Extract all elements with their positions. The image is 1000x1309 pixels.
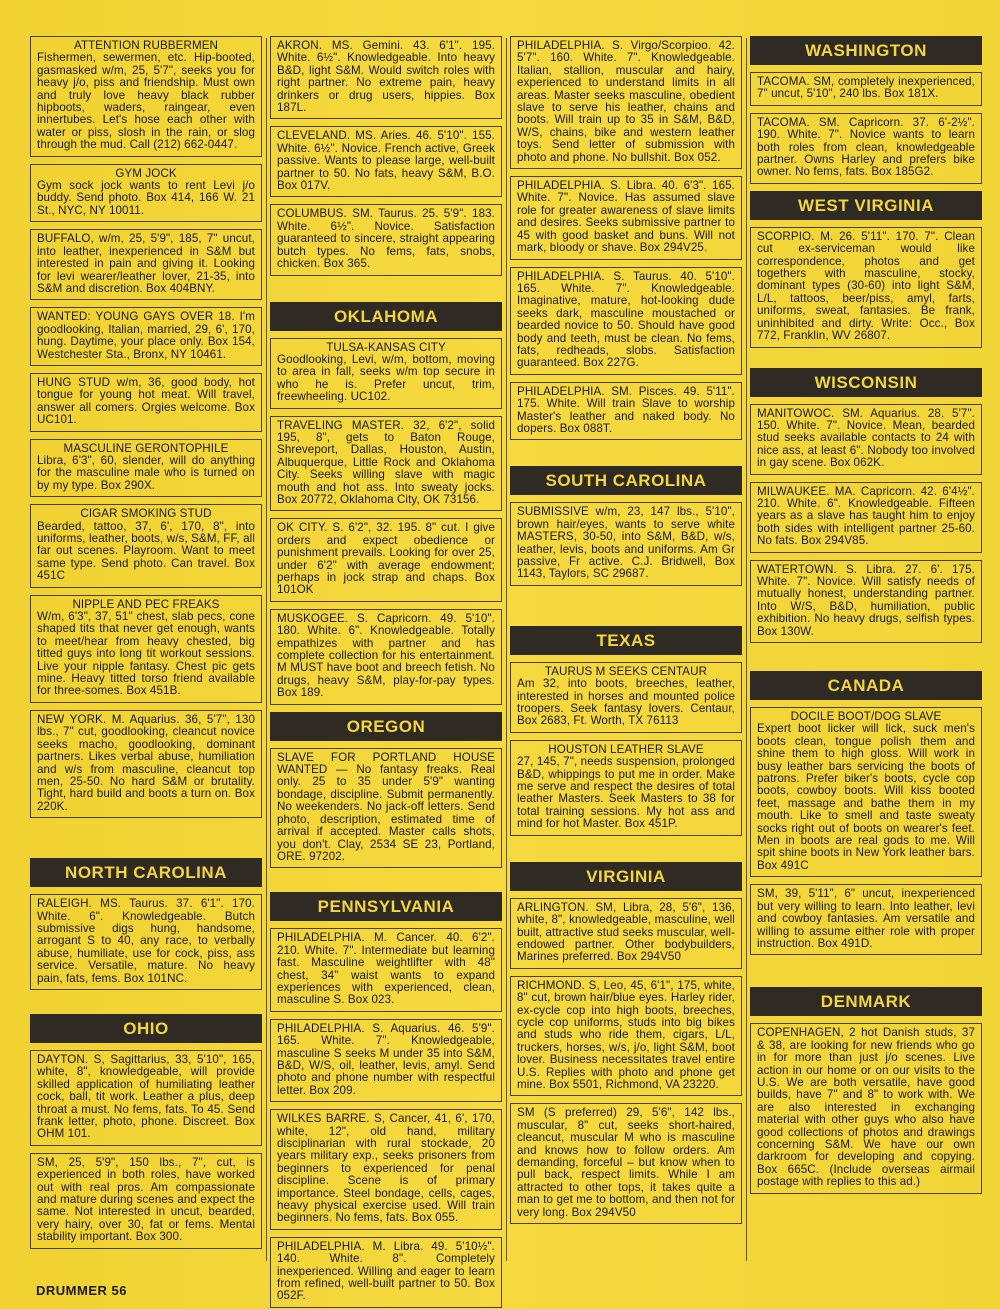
classified-ad [750,1023,982,1193]
section-banner: OREGON [270,712,502,741]
column-2 [270,36,502,1303]
ad-body: PHILADELPHIA. SM. Pisces. 49. 5'11". 175. White. Will train Slave to worship Master's leather and naked body. No dopers. Box 088T. [517,384,735,435]
section-banner: DENMARK [750,987,982,1016]
classified-ad [510,502,742,585]
spacer [270,875,502,885]
ad-body: PHILADELPHIA. S. Libra. 40. 6'3". 165. White. 7". Novice. Has assumed slave role for greater awareness of slave limits and desires. Seeks submissive partner to 45 with good basket and buns. Will not mark, bloody or shave. Box 294V25. [517,179,735,255]
classified-ad [270,518,502,601]
classified-ad [270,416,502,512]
spacer [30,825,262,851]
spacer [30,997,262,1007]
section-banner: SOUTH CAROLINA [510,466,742,495]
ad-body: PHILADELPHIA. S. Aquarius. 46. 5'9". 165. White. 7". Knowledgeable, masculine S seeks M under 35 into S&M, B&D, W/S, oil, leather, levis, amyl. Send photo and phone number with respectful letter. Box 209. [277,1021,495,1097]
column-divider [746,38,747,1261]
classified-ad [270,748,502,869]
ad-body: DAYTON. S, Sagittarius, 33, 5'10", 165, white, 8", knowledgeable, will provide skilled application of humiliating leather cock, ball, tit work. Leather a plus, deep throat a must. No fems, fats. To 45. Send frank letter, photo, phone. Discreet. Box OHM 101. [37,1052,255,1141]
ad-headline: TAURUS M SEEKS CENTAUR [544,664,708,678]
ad-body: COLUMBUS. SM. Taurus. 25. 5'9". 183. White. 6½". Novice. Satisfaction guaranteed to sincere, straight appearing butch types. No fems, fats, snobs, chicken. Box 365. [277,207,495,271]
spacer [750,962,982,980]
classified-ad [30,36,262,157]
classified-ad [750,404,982,475]
ad-body: SM (S preferred) 29, 5'6", 142 lbs., muscular, 8" cut, seeks short-haired, cleancut, muscular M who is masculine and knows how to follow orders. Am demanding, forceful – but know when to pull back, respect limits. While I am attracted to other tops, it takes quite a man to get me to bottom, and then not for very long. Box 294V50 [517,1106,735,1219]
section-banner: WEST VIRGINIA [750,191,982,220]
ad-body: Bearded, tattoo, 37, 6', 170, 8", into uniforms, leather, boots, w/s, S&M, FF, all far out scenes. Playroom. Want to meet same type. Send photo. Can travel. Box 451C [37,519,255,583]
classified-ad [750,884,982,955]
column-4 [750,36,982,1269]
ad-headline: ATTENTION RUBBERMEN [73,39,219,52]
column-divider [506,38,507,1261]
ad-body: W/m, 6'3", 37, 51" chest, slab pecs, cone shaped tits that never get enough, wants to meet/hear from heavy chested, big titted guys into long tit workout sessions. Live your nipple fantasy. Chest pic gets mine. Heavy titted torso friend available for three-somes. Box 451B. [37,610,255,698]
section-banner: NORTH CAROLINA [30,858,262,887]
classified-ad [510,382,742,441]
spacer [510,447,742,459]
ad-body: OK CITY. S. 6'2", 32. 195. 8" cut. I give orders and expect obedience or punishment prevails. Looking for over 25, under 6'2" with average endowment; perhaps in jock strap and chaps. Box 101OK [277,521,495,597]
ad-body: WATERTOWN. S. Libra. 27. 6'. 175. White. 7". Novice. Will satisfy needs of mutually honest, understanding partner. Into W/S, B&D, humiliation, public exhibition. No heavy drugs, selfish types. Box 130W. [757,562,975,638]
ad-body: Gym sock jock wants to rent Levi j/o buddy. Send photo. Box 414, 166 W. 21 St., NYC, NY 10011. [37,179,255,217]
spacer [510,843,742,855]
section-banner: TEXAS [510,626,742,655]
ad-headline: DOCILE BOOT/DOG SLAVE [790,710,942,723]
classified-ad [270,126,502,197]
spacer [270,283,502,295]
classified-ad [270,1109,502,1230]
classified-ad [750,560,982,643]
spacer [510,593,742,619]
classified-ad [750,113,982,184]
ad-body: SUBMISSIVE w/m, 23, 147 lbs., 5'10", brown hair/eyes, wants to serve white MASTERS, 30-50, into S&M, B&D, w/s, leather, levis, boots and uniforms. Am Gr passive, Fr active. C.J. Bridwell, Box 1143, Taylors, SC 29687. [517,505,735,581]
classified-ad [270,609,502,705]
ad-body: PHILADELPHIA. S. Virgo/Scorpioo. 42. 5'7". 160. White. 7". Knowledgeable. Italian, stallion, muscular and hairy, experienced to understand limits in all areas. Master seeks masculine, obedient slave to serve his leather, chains and boots. Will train up to 35 in S&M, B&D, W/S, chains, bike and western leather toys. Send letter of submission with photo and phone. No bullshit. Box 052. [517,39,735,164]
classified-ad [510,898,742,969]
classified-ad [30,504,262,587]
classified-ad [750,707,982,877]
section-banner: VIRGINIA [510,862,742,891]
ad-headline: GYM JOCK [115,166,177,180]
classified-ad [750,482,982,553]
column-1 [30,36,262,1269]
section-banner: OKLAHOMA [270,302,502,331]
classified-ad [270,338,502,409]
classified-ad [270,1237,502,1308]
ad-body: PHILADELPHIA. S. Taurus. 40. 5'10". 165. White. 7". Knowledgeable. Imaginative, mature, hot-looking dude seeks dark, masculine moustached or bearded novice to 50. Should have good body and teeth, must be clean. No fems, fats, redheads, slobs. Satisfaction guaranteed. Box 227G. [517,269,735,370]
ad-headline: MASCULINE GERONTOPHILE [63,441,229,455]
ad-body: WANTED: YOUNG GAYS OVER 18. I'm goodlooking, Italian, married, 29, 6', 170, hung. Daytime, your place only. Box 154, Westchester Sta., Bronx, NY 10461. [37,310,255,361]
ad-body: WILKES BARRE. S, Cancer, 41, 6', 170, white, 12", old hand, military disciplinarian with rural stockade, 20 years military exp., seeks prisoners from beginners to experienced for penal discipline. Scene is of primary importance. Steel bondage, cells, cages, heavy physical exercise used. Will train beginners. No fems, fats. Box 055. [277,1112,495,1225]
ad-body: Am 32, into boots, breeches, leather, interested in horses and mounted police troopers. Seek fantasy lovers. Centaur, Box 2683, Ft. Worth, TX 76113 [517,677,735,728]
classified-ad [30,1050,262,1146]
ad-body: HUNG STUD w/m, 36, good body, hot tongue for young hot meat. Will travel, answer all comers. Orgies welcome. Box UC101. [37,375,255,427]
classified-ad [30,710,262,818]
classified-ad [30,229,262,300]
classified-ad [750,72,982,106]
page-footer: DRUMMER 56 [36,1283,127,1298]
classified-ad [510,36,742,169]
classified-ad [30,894,262,990]
classified-ad [30,595,262,703]
column-3 [510,36,742,1269]
classified-ad [510,740,742,836]
classified-ad [30,439,262,498]
classified-ad [30,373,262,432]
ad-body: Fishermen, sewermen, etc. Hip-booted, gasmasked w/m, 25, 5'7", seeks you for heavy j/o, piss and friendship. Must own and truly love heavy black rubber hipboots, waders, raingear, even innertubes. Let's hose each other with water or piss, slosh in the rain, or slog through the mud. Call (212) 662-0447. [37,51,255,152]
classified-ad [30,307,262,366]
ad-body: NEW YORK. M. Aquarius. 36, 5'7", 130 lbs., 7" cut, goodlooking, cleancut novice seeks macho, goodlooking, dominant partners. Likes verbal abuse, humiliation and w/s from masculine, cleancut top men, 25-50. No hard S&M or brutality. Tight, hard build and boots a turn on. Box 220K. [37,712,255,813]
ad-body: RALEIGH. MS. Taurus. 37. 6'1". 170. White. 6". Knowledgeable. Butch submissive digs hung, handsome, arrogant S to 40, any race, to verbally abuse, humiliate, use for cock, piss, ass service. Versatile, mature. No heavy pain, fats, fems. Box 101NC. [37,897,255,985]
classified-ad [270,1019,502,1102]
ad-body: SLAVE FOR PORTLAND HOUSE WANTED — No fantasy freaks. Real only. 25 to 35 under 5'9" wanting bondage, discipline. Submit permanently. No weekenders. No jack-off letters. Send photo, description, estimated time of arrival if accepted. Master calls shots, you don't. Clay, 2534 SE 23, Portland, ORE. 97202. [277,750,495,863]
ad-body: Goodlooking, Levi, w/m, bottom, moving to area in fall, seeks w/m top secure in who he is. Prefer uncut, trim, freewheeling. UC102. [277,352,495,404]
classified-ad [510,976,742,1097]
classified-ad [270,204,502,275]
ad-body: PHILADELPHIA. M. Cancer. 40. 6'2". 210. White. 7". Intermediate but learning fast. Masculine weightlifter with 48" chest, 34" waist wants to expand experiences with experienced, clean, masculine S. Box 023. [277,931,495,1007]
ad-body: Libra, 6'3", 60, slender, will do anything for the masculine male who is turned on by my type. Box 290X. [37,453,255,492]
spacer [750,355,982,361]
section-banner: OHIO [30,1014,262,1043]
classified-ad [510,662,742,733]
ad-body: TRAVELING MASTER. 32, 6'2", solid 195, 8", gets to Baton Rouge, Shreveport, Dallas, Houston, Austin, Albuquerque, Little Rock and Oklahoma City. Seeks willing slave with magic mouth and hot ass. Into sweaty jocks. Box 20772, Oklahoma City, OK 73156. [277,418,495,506]
ad-body: Expert boot licker will lick, suck men's boots clean, tongue polish them and shine them to high gloss. Will work in busy leather bars servicing the boots of patrons. Prefer biker's boots, cycle cop boots, cowboy boots. Will kiss booted feet, massage and bathe them in my mouth. Like to smell and taste sweaty socks right out of boots on wearer's feet. Men in boots are real gods to me. Will spit shine boots in New York leather bars. Box 491C [757,722,975,872]
classified-ad [510,267,742,375]
classified-ad [510,1103,742,1224]
ad-body: PHILADELPHIA. M. Libra. 49. 5'10½". 140. White. 8". Completely inexperienced. Willing and eager to learn from refined, well-built partner to 50. Box 052F. [277,1239,495,1303]
classified-ad [750,227,982,348]
ad-headline: NIPPLE AND PEC FREAKS [72,597,220,611]
ad-body: RICHMOND. S, Leo, 45, 6'1", 175, white, 8" cut, brown hair/blue eyes. Harley rider, ex-cycle cop into high boots, breeches, cycle cop uniforms, studs into big bikes and studs who ride them, cigars, L/L, truckers, horses, w/s, j/o, light S&M, boot lover. Business necessitates travel entire U.S. Replies with photo and phone get mine. Box 5501, Richmond, VA 23220. [517,978,735,1091]
column-divider [266,38,267,1261]
section-banner: WISCONSIN [750,368,982,397]
ad-headline: HOUSTON LEATHER SLAVE [548,742,704,756]
classified-ad [270,36,502,119]
section-banner: CANADA [750,671,982,700]
ad-body: SCORPIO. M. 26. 5'11". 170. 7". Clean cut ex-serviceman would like correspondence, photos and get togethers with masculine, stocky, dominant types (30-60) into light S&M, L/L, tattoos, beer/piss, amyl, farts, uniforms, sweat, fantasies. Be frank, uninhibited and dirty. Write: Occ., Box 772, Franklin, WV 26807. [757,229,975,343]
section-banner: WASHINGTON [750,36,982,65]
ad-body: COPENHAGEN, 2 hot Danish studs, 37 & 38, are looking for new friends who go in for more than just j/o scenes. Live action in our home or on our visits to the U.S. We are both versatile, have good builds, have 7" and 8" to work with. We are also interested in exchanging material with other guys who also have good collections of photos and drawings concerning S&M. We have our own darkroom for developing and copying. Box 665C. (Include overseas airmail postage with replies to this ad.) [757,1026,975,1189]
classified-ad [30,164,262,223]
section-banner: PENNSYLVANIA [270,892,502,921]
ad-body: MANITOWOC. SM. Aquarius. 28. 5'7". 150. White. 7". Novice. Mean, bearded stud seeks available contacts to 24 with nice ass, at least 6". Nobody too involved in gay scene. Box 062K. [757,406,975,470]
ad-body: 27, 145, 7", needs suspension, prolonged B&D, whippings to put me in order. Make me serve and respect the desires of total leather Masters. Seek Masters to 38 for total training sessions. My hot ass and mind for hot Master. Box 451P. [517,755,735,831]
ad-headline: CIGAR SMOKING STUD [80,507,212,521]
ad-body: TACOMA. SM, completely inexperienced, 7" uncut, 5'10", 240 lbs. Box 181X. [757,75,975,101]
ad-body: TACOMA. SM. Capricorn. 37. 6'-2½". 190. White. 7". Novice wants to learn both roles from clean, knowledgeable partner. Owns Harley and prefers bike owner. No fems, fats. Box 185G2. [757,115,975,179]
ad-body: AKRON. MS. Gemini. 43. 6'1". 195. White. 6½". Knowledgeable. Into heavy B&D, light S&M. Would switch roles with right partner. No extreme pain, heavy drinkers or drug users, hippies. Box 187L. [277,39,495,115]
spacer [750,650,982,664]
classified-ad [270,928,502,1011]
ad-body: MUSKOGEE. S. Capricorn. 49. 5'10". 180. White. 6". Knowledgeable. Totally empathizes with partner and has complete collection for his entertainment. M MUST have boot and breech fetish. No drugs, heavy S&M, play-for-pay types. Box 189. [277,611,495,700]
ad-body: CLEVELAND. MS. Aries. 46. 5'10". 155. White. 6½". Novice. French active, Greek passive. Wants to please large, well-built partner to 50. No fats, heavy S&M, B.O. Box 017V. [277,129,495,193]
classified-ad [510,176,742,259]
ad-body: SM, 25, 5'9", 150 lbs., 7", cut, is experienced in both roles, have worked out with real pros. Am compassionate and mature during scenes and expect the same. Not interested in uncut, bearded, very hairy, over 30, fat or fems. Mental stability important. Box 300. [37,1155,255,1244]
ad-body: MILWAUKEE. MA. Capricorn. 42. 6'4½". 210. White. 6". Knowledgeable. Fifteen years as a slave has taught him to enjoy both sides with intelligent partner 25-60. No fats. Box 294V85. [757,484,975,548]
ad-body: BUFFALO, w/m, 25, 5'9", 185, 7" uncut, into leather, inexperienced in S&M but interested in pain and giving it. Looking for levi wearer/leather lover, 21-35, into S&M and discretion. Box 404BNY. [37,232,255,295]
ad-headline: TULSA-KANSAS CITY [326,340,446,354]
ad-body: SM, 39, 5'11", 6" uncut, inexperienced but very willing to learn. Into leather, levi and cowboy fantasies. Am versatile and willing to assume either role with proper instruction. Box 491D. [757,887,975,950]
ad-body: ARLINGTON. SM, Libra, 28, 5'6", 136, white, 8", knowledgeable, masculine, well built, attractive stud seeks muscular, well-endowed partner. Other bodybuilders, Marines preferred. Box 294V50 [517,900,735,964]
classified-ad [30,1153,262,1249]
